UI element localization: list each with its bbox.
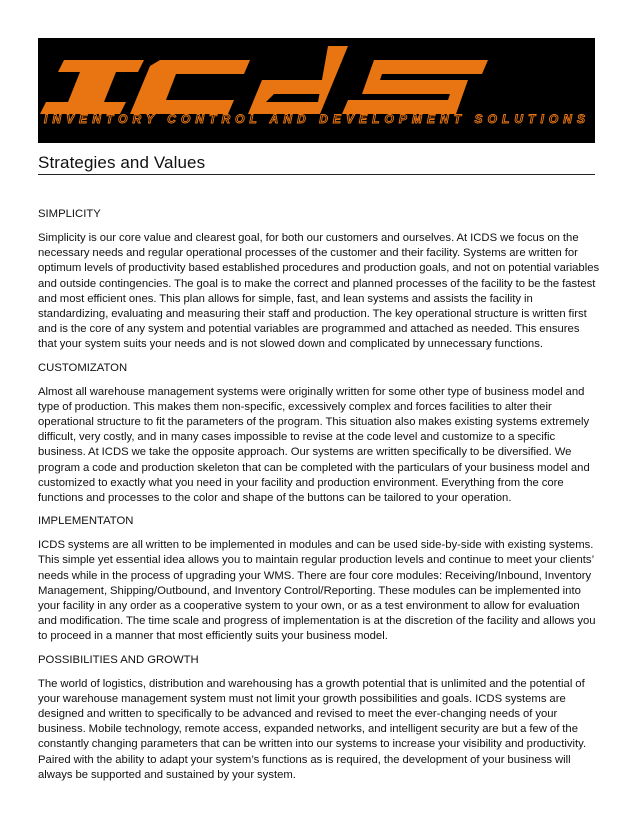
document-body (38, 207, 600, 791)
logo-tagline: INVENTORY CONTROL AND DEVELOPMENT SOLUTIONS (44, 114, 590, 126)
section-body: The world of logistics, distribution and warehousing has a growth potential that is unlimited and the potential of your warehouse management system must not limit your growth possibilities and goals. ICDS systems are designed and written to specifically to be advanced and revised to meet the ever-changing needs of your business. Mobile technology, remote access, expanded networks, and intelligent security are but a few of the constantly changing parameters that can be written into our systems to increase your visibility and productivity. Paired with the ability to adapt your system’s functions as is required, the development of your business will always be supported and sustained by your system. (38, 677, 587, 781)
section-body: Simplicity is our core value and clearest goal, for both our customers and ourselves. At ICDS we focus on the necessary needs and regular operational processes of the customer and their facility. Systems are written for optimum levels of productivity based established procedures and production goals, and not on potential variables and outside contingencies. The goal is to make the correct and planned processes of the facility to be the fastest and most efficient ones. This plan allows for simple, fast, and lean systems and assists the facility in standardizing, evaluating and measuring their staff and production. The key operational structure is written first and is the core of any system and potential variables are programmed and attached as needed. This ensures that your system suits your needs and is not slowed down and complicated by unnecessary functions. (38, 232, 600, 351)
page-title: Strategies and Values (38, 153, 206, 172)
section-simplicity (38, 207, 600, 353)
company-logo-banner (38, 38, 595, 143)
title-divider (38, 174, 595, 175)
section-heading: POSSIBILITIES AND GROWTH (38, 653, 199, 666)
section-customization (38, 361, 600, 507)
logo-wordmark (40, 46, 488, 114)
section-heading: CUSTOMIZATON (38, 361, 128, 374)
section-body: Almost all warehouse management systems were originally written for some other type of business model and type of production. This makes them non-specific, excessively complex and forces facilities to alter their operational structure to fit the parameters of the program. This situation also makes existing systems extremely difficult, very costly, and in many cases impossible to revise at the code level and customize to a specific business. At ICDS we take the opposite approach. Our systems are written specifically to be diversified. We program a code and production skeleton that can be completed with the particulars of your business model and customized to exactly what you need in your facility and production environment. Everything from the core functions and processes to the color and shape of the buttons can be tailored to your operation. (38, 385, 590, 505)
icds-logo (38, 38, 595, 143)
section-heading: SIMPLICITY (38, 208, 101, 220)
section-implementation (38, 514, 600, 644)
section-body: ICDS systems are all written to be implemented in modules and can be used side-by-side with existing systems. This simple yet essential idea allows you to maintain regular production levels and continue to meet your clients’ needs while in the process of upgrading your WMS. There are four core modules: Receiving/Inbound, Inventory Management, Shipping/Outbound, and Inventory Control/Reporting. These modules can be implemented into your facility in any order as a cooperative system to your own, or as a test environment to allow for evaluation and modification. The time scale and progress of implementation is at the discretion of the facility and allows you to proceed in a manner that most efficiently suits your business model. (38, 539, 596, 643)
section-heading: IMPLEMENTATON (38, 515, 134, 528)
section-possibilities (38, 653, 600, 783)
